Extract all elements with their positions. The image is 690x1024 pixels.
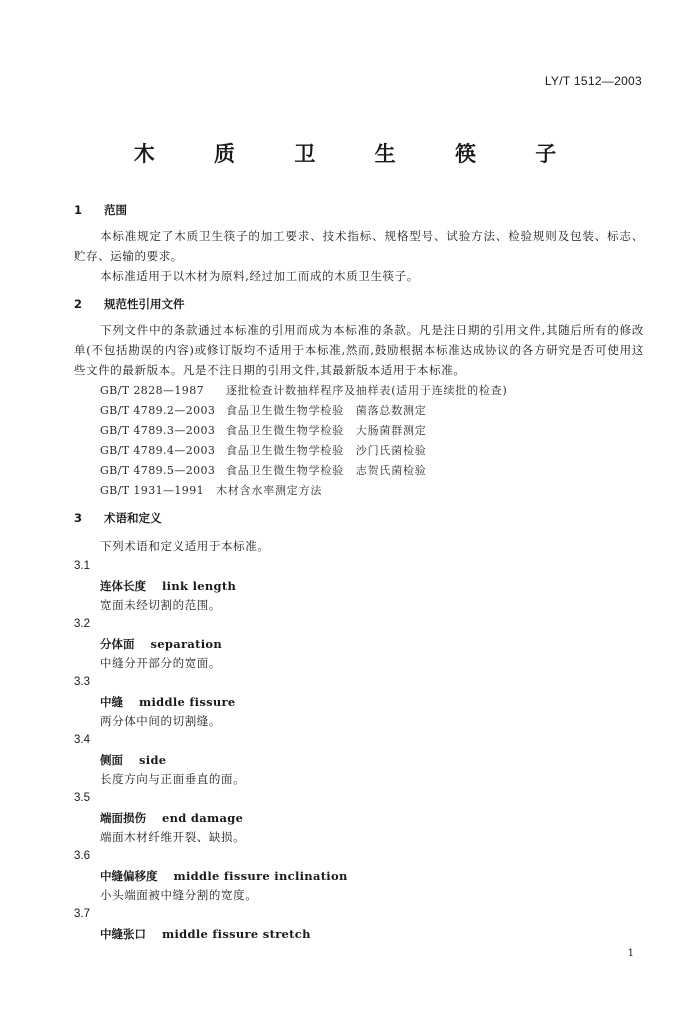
reference-code: GB/T 4789.4—2003 xyxy=(100,444,216,457)
section-2-heading xyxy=(74,296,185,312)
reference-code: GB/T 4789.3—2003 xyxy=(100,424,216,437)
term-definition: 两分体中间的切割缝。 xyxy=(100,714,221,728)
term-number: 3.6 xyxy=(74,850,90,862)
term-heading xyxy=(100,694,236,710)
term-definition: 宽面未经切割的范围。 xyxy=(100,598,221,612)
reference-title: 木材含水率测定方法 xyxy=(216,484,323,497)
reference-item xyxy=(100,402,427,418)
term-number: 3.2 xyxy=(74,618,90,630)
section-3-number: 3 xyxy=(74,511,83,525)
section-1-heading xyxy=(74,202,127,218)
term-heading xyxy=(100,578,236,594)
term-number: 3.7 xyxy=(74,908,90,920)
term-heading xyxy=(100,636,222,652)
section-2-title: 规范性引用文件 xyxy=(104,297,185,311)
term-name-en: end damage xyxy=(162,811,244,825)
term-number: 3.1 xyxy=(74,560,90,572)
term-number: 3.3 xyxy=(74,676,90,688)
reference-item xyxy=(100,422,427,438)
term-name-en: middle fissure stretch xyxy=(162,927,311,941)
section-3-heading xyxy=(74,510,162,526)
term-number: 3.5 xyxy=(74,792,90,804)
reference-code: GB/T 2828—1987 xyxy=(100,384,204,397)
term-name-zh: 中缝张口 xyxy=(100,927,146,941)
reference-title: 食品卫生微生物学检验 菌落总数测定 xyxy=(226,404,427,417)
term-number: 3.4 xyxy=(74,734,90,746)
term-name-en: link length xyxy=(162,579,237,593)
term-name-zh: 中缝偏移度 xyxy=(100,869,158,883)
reference-title: 食品卫生微生物学检验 大肠菌群测定 xyxy=(226,424,427,437)
term-definition: 长度方向与正面垂直的面。 xyxy=(100,772,246,786)
term-name-zh: 侧面 xyxy=(100,753,123,767)
reference-title: 食品卫生微生物学检验 沙门氏菌检验 xyxy=(226,444,427,457)
term-heading xyxy=(100,810,243,826)
term-heading xyxy=(100,752,166,768)
section-1-paragraph-1: 本标准规定了木质卫生筷子的加工要求、技术指标、规格型号、试验方法、检验规则及包装、标志、贮存、运输的要求。 xyxy=(74,229,644,263)
reference-title: 食品卫生微生物学检验 志贺氏菌检验 xyxy=(226,464,427,477)
section-3-title: 术语和定义 xyxy=(104,511,162,525)
term-name-en: middle fissure xyxy=(139,695,236,709)
term-definition: 端面木材纤维开裂、缺损。 xyxy=(100,830,246,844)
term-name-zh: 端面损伤 xyxy=(100,811,146,825)
term-name-en: separation xyxy=(150,637,223,651)
reference-title: 逐批检查计数抽样程序及抽样表(适用于连续批的检查) xyxy=(226,384,508,397)
section-1-title: 范围 xyxy=(104,203,127,217)
section-1-number: 1 xyxy=(74,203,83,217)
section-2-number: 2 xyxy=(74,297,83,311)
reference-code: GB/T 4789.5—2003 xyxy=(100,464,216,477)
reference-item xyxy=(100,462,427,478)
section-2-intro: 下列文件中的条款通过本标准的引用而成为本标准的条款。凡是注日期的引用文件,其随后所有的修改单(不包括勘误的内容)或修订版均不适用于本标准,然而,鼓励根据本标准达成协议的各方研究是否可使用这些文件的最新版本。凡是不注日期的引用文件,其最新版本适用于本标准。 xyxy=(74,323,644,377)
term-name-en: side xyxy=(139,753,167,767)
term-name-zh: 连体长度 xyxy=(100,579,146,593)
standard-code: LY/T 1512—2003 xyxy=(544,74,642,88)
term-heading xyxy=(100,868,348,884)
term-heading xyxy=(100,926,311,942)
reference-code: GB/T 1931—1991 xyxy=(100,484,204,497)
section-1-paragraph-2: 本标准适用于以木材为原料,经过加工而成的木质卫生筷子。 xyxy=(100,269,419,283)
reference-item xyxy=(100,382,508,398)
document-title: 木 质 卫 生 筷 子 xyxy=(133,142,583,166)
reference-item xyxy=(100,442,427,458)
term-name-en: middle fissure inclination xyxy=(173,869,348,883)
page-number: 1 xyxy=(627,948,634,959)
term-definition: 小头端面被中缝分割的宽度。 xyxy=(100,888,258,902)
term-name-zh: 中缝 xyxy=(100,695,123,709)
section-3-intro: 下列术语和定义适用于本标准。 xyxy=(100,539,270,553)
reference-item xyxy=(100,482,322,498)
term-name-zh: 分体面 xyxy=(100,637,135,651)
reference-code: GB/T 4789.2—2003 xyxy=(100,404,216,417)
term-definition: 中缝分开部分的宽面。 xyxy=(100,656,221,670)
